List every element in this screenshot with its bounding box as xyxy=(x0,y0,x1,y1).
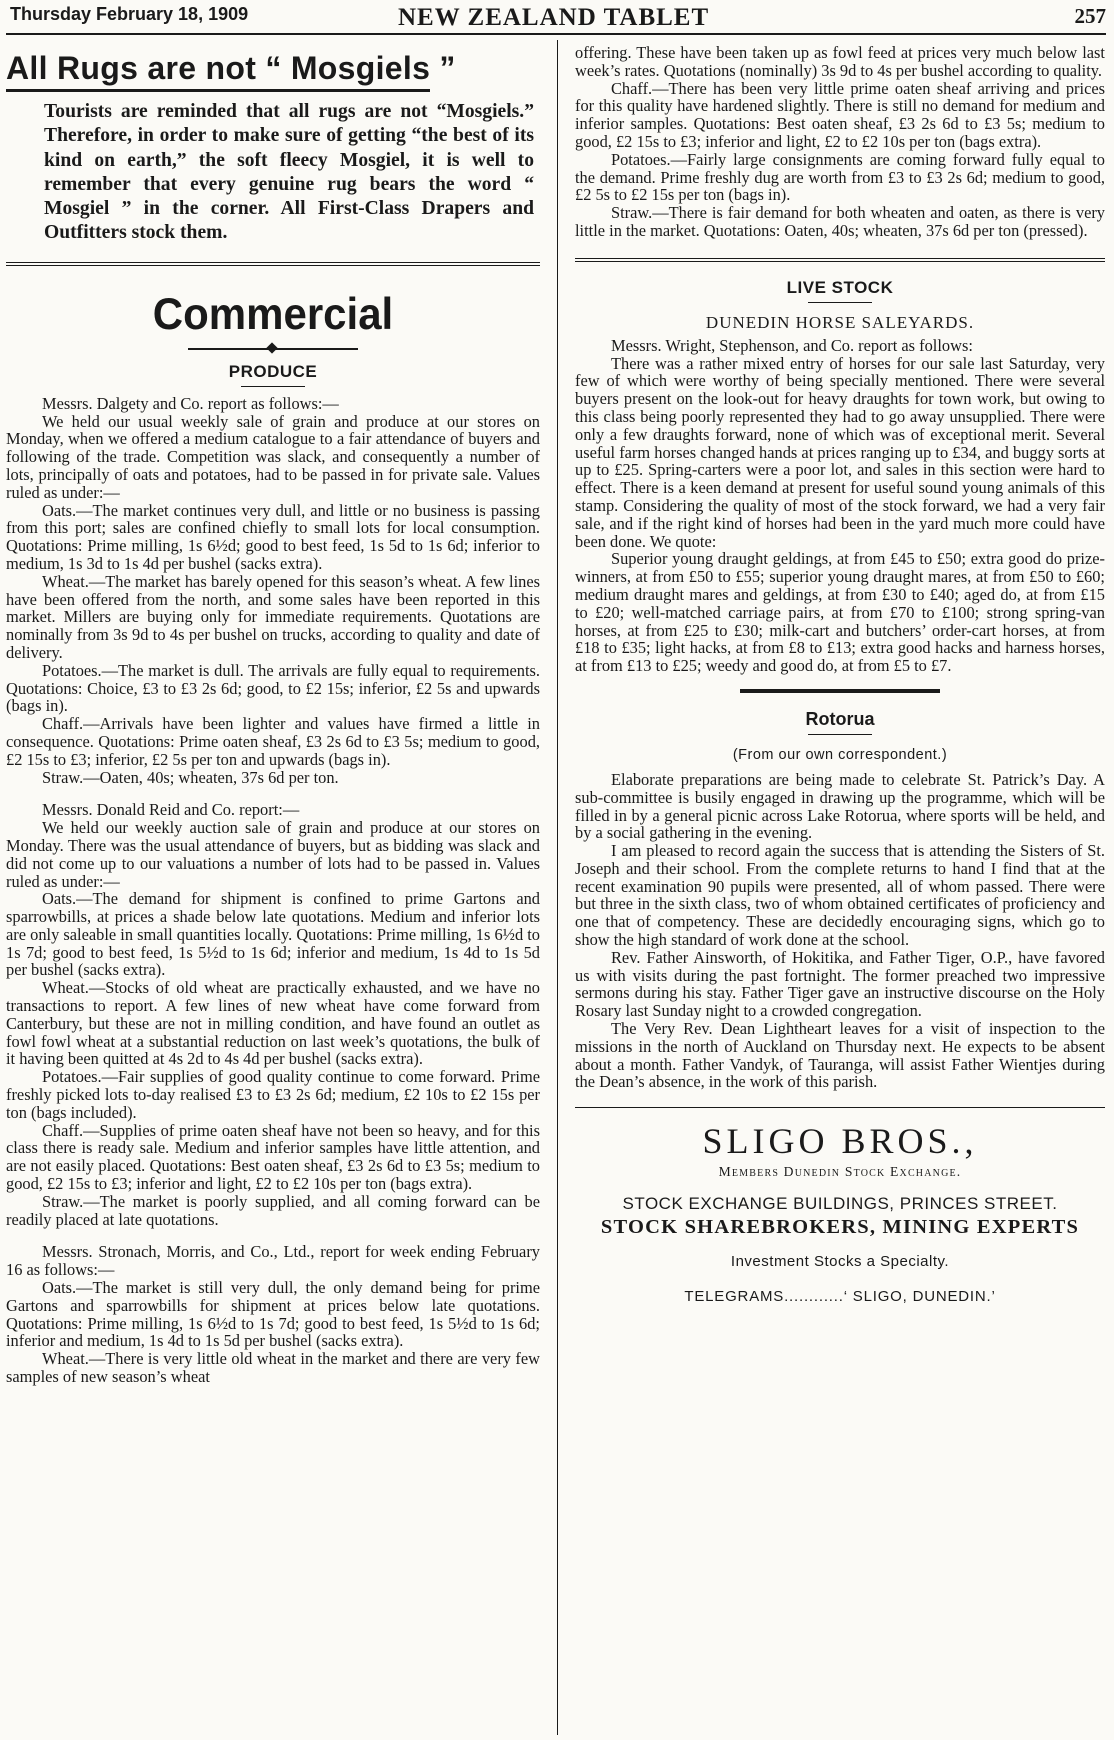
column-divider xyxy=(557,40,558,1735)
report-paragraph: Wheat.—There is very little old wheat in the market and there are very few samples of new season’s wheat xyxy=(6,1349,540,1387)
rotorua-paragraph: I am pleased to record again the success that is attending the Sisters of St. Joseph and their school. From the complete returns to hand I find that at the recent examination 90 pupils were presented, all of whom passed. There were but three in the sixth class, two of whom obtained certificates of proficiency and one that of competency. These are decidedly encouraging signs, which go to show the high standard of work done at the school. xyxy=(575,841,1105,950)
rotorua-paragraph: Elaborate preparations are being made to celebrate St. Patrick’s Day. A sub-committee is busily engaged in drawing up the programme, which will be filled in by a general picnic across Lake Rotorua, where sports will be held, and by a social gathering in the evening. xyxy=(575,769,1105,843)
continued-paragraph: offering. These have been taken up as fowl feed at prices very much below last week’s rates. Quotations (nominally) 3s 9d to 4s per bushel according to quality. xyxy=(575,43,1105,80)
advert-heading: All Rugs are not “ Mosgiels ” xyxy=(6,50,456,86)
rotorua-paragraph: Rev. Father Ainsworth, of Hokitika, and Father Tiger, O.P., have favored us with visits during the past fortnight. The former preached two impressive sermons during his stay. Father Tiger gave an instructive discourse on the Holy Rosary last Sunday night to a crowded congregation. xyxy=(575,947,1105,1021)
advert-body: Tourists are reminded that all rugs are not “Mosgiels.” Therefore, in order to make sure of getting “the best of its kind on earth,” the soft fleecy Mosgiel, it is well to remember that every genuine rug bears the word “ Mosgiel ” in the corner. All First-Class Drapers and Outfitters stock them. xyxy=(44,101,534,244)
report-paragraph: Messrs. Dalgety and Co. report as follows:— xyxy=(42,393,339,413)
newspaper-title: NEW ZEALAND TABLET xyxy=(398,4,710,31)
report-paragraph: Potatoes.—Fair supplies of good quality continue to come forward. Prime freshly picked lots to-day realised £3 to £3 2s 6d; medium, £2 10s to £2 15s per ton (bags included). xyxy=(6,1067,540,1122)
sligo-bros-advert xyxy=(575,1107,1105,1305)
rotorua-paragraph: The Very Rev. Dean Lightheart leaves for a visit of inspection to the missions in the north of Auckland on Thursday next. He expects to be absent about a month. Father Vandyk, of Tauranga, will assist Father Wientjes during the Dean’s absence, in the work of this parish. xyxy=(575,1019,1105,1092)
produce-heading: PRODUCE xyxy=(228,361,318,381)
sligo-address: STOCK EXCHANGE BUILDINGS, PRINCES STREET. xyxy=(622,1194,1058,1214)
spacer xyxy=(6,786,540,801)
horse-saleyards-heading: DUNEDIN HORSE SALEYARDS. xyxy=(705,312,975,332)
section-double-rule xyxy=(6,262,540,266)
section-double-rule xyxy=(575,258,1105,262)
live-stock-rule xyxy=(808,302,872,303)
report-paragraph: Oats.—The market is still very dull, the only demand being for prime Gartons and sparrowbills for shipment at prices below late quotations. Quotations: Prime milling, 1s 6½d to 1s 7d; good to best feed, 1s 5½d to 1s 6d; inferior and medium, 1s 4d to 1s 5d per bushel (sacks extra). xyxy=(6,1278,540,1351)
report-paragraph: Straw.—The market is poorly supplied, and all coming forward can be readily placed at late quotations. xyxy=(6,1191,540,1229)
sligo-telegrams: TELEGRAMS............‘ SLIGO, DUNEDIN.’ xyxy=(684,1288,996,1306)
sligo-members: Members Dunedin Stock Exchange. xyxy=(718,1164,962,1180)
report-paragraph: Chaff.—Supplies of prime oaten sheaf have not been so heavy, and for this class there is ready sale. Medium and inferior samples have little attention, and are not easily placed. Quotations: Best oaten sheaf, £3 2s 6d to £3 5s; medium to good, £2 15s to £3; inferior and light, £2 to £2 10s per ton (bags extra). xyxy=(6,1120,540,1194)
report-paragraph: Messrs. Donald Reid and Co. report:— xyxy=(42,800,300,820)
ornamental-rule xyxy=(188,348,358,350)
report-paragraph: Straw.—Oaten, 40s; wheaten, 37s 6d per ton. xyxy=(42,767,339,787)
sligo-name: SLIGO BROS., xyxy=(702,1121,978,1162)
report-paragraph: We held our weekly auction sale of grain and produce at our stores on Monday. There was the usual attendance of buyers, but as bidding was slack and did not come up to our valuations a number of lots had to be passed in. Values ruled as under:— xyxy=(6,818,540,891)
live-stock-heading: LIVE STOCK xyxy=(786,277,894,297)
issue-date: Thursday February 18, 1909 xyxy=(10,4,249,24)
continued-paragraph: Straw.—There is fair demand for both wheaten and oaten, as there is very little in the market. Quotations: Oaten, 40s; wheaten, 37s 6d per ton (pressed). xyxy=(575,203,1105,240)
masthead xyxy=(6,2,1106,30)
sligo-specialty: Investment Stocks a Specialty. xyxy=(730,1253,950,1271)
report-paragraph: Messrs. Stronach, Morris, and Co., Ltd., report for week ending February 16 as follows:— xyxy=(6,1242,540,1280)
masthead-rule xyxy=(6,33,1106,35)
correspondent-note: (From our own correspondent.) xyxy=(732,746,948,763)
continued-paragraph: Chaff.—There has been very little prime oaten sheaf arriving and prices for this quality have hardened slightly. There is still no demand for medium and inferior samples. Quotations: Best oaten sheaf, £3 2s 6d to £3 5s; medium to good, £2 15s to £3; inferior and light, £2 to £2 10s per ton (bags extra). xyxy=(575,78,1105,151)
right-column xyxy=(575,44,1105,1305)
horse-paragraph: There was a rather mixed entry of horses for our sale last Saturday, very few of which were worthy of being specially mentioned. There were several buyers present on the look-out for heavy draughts for town work, but owing to this class being poorly represented they had to go away unsupplied. There were only a few draughts forward, none of which was of exceptional merit. Several useful farm horses changed hands at prices ranging up to £34, and buggy sorts at up to £25. Spring-carters were a poor lot, and sales in this section were hard to effect. There is a keen demand at present for useful sound young animals of this stamp. Considering the quality of most of the stock forward, we had a very fair sale, and if the right kind of horses had been in the yard much more could have been done. We quote: xyxy=(575,353,1105,551)
thick-rule xyxy=(740,689,940,693)
produce-rule xyxy=(241,386,305,387)
sligo-business: STOCK SHAREBROKERS, MINING EXPERTS xyxy=(600,1216,1080,1239)
report-paragraph: Potatoes.—The market is dull. The arrivals are fully equal to requirements. Quotations: Choice, £3 to £3 2s 6d; good, to £2 15s; inferior, £2 5s and upwards (bags in). xyxy=(6,660,540,716)
page-number: 257 xyxy=(1074,4,1106,28)
report-paragraph: Oats.—The market continues very dull, and little or no business is passing from this port; sales are confined chiefly to small lots for local consumption. Quotations: Prime milling, 1s 6½d; good to best feed, 1s 5d to 1s 6d; inferior to medium, 1s 3d to 1s 4d per bushel (sacks extra). xyxy=(6,500,540,573)
report-paragraph: Chaff.—Arrivals have been lighter and values have firmed a little in consequence. Quotations: Prime oaten sheaf, £3 2s 6d to £3 5s; medium to good, £2 15s to £3; inferior, £2 5s per ton and upwards (bags in). xyxy=(6,714,540,769)
report-paragraph: Wheat.—Stocks of old wheat are practically exhausted, and we have no transactions to report. A few lines of new wheat have come forward from Canterbury, but these are not in milling condition, and have found an outlet as fowl fowl wheat at a substantial reduction on last week’s quotations, the bulk of it having been quitted at 4s 2d to 4s 4d per bushel (sacks extra). xyxy=(6,978,540,1069)
left-column xyxy=(6,44,540,1386)
continued-paragraph: Potatoes.—Fairly large consignments are coming forward fully equal to the demand. Prime freshly dug are worth from £3 to £3 2s 6d; medium to good, £2 5s to £2 15s per ton (bags in). xyxy=(575,149,1105,205)
horse-paragraph: Messrs. Wright, Stephenson, and Co. report as follows: xyxy=(611,335,973,355)
advert-rule xyxy=(6,89,430,92)
rotorua-heading: Rotorua xyxy=(805,708,875,729)
report-paragraph: Oats.—The demand for shipment is confined to prime Gartons and sparrowbills, at prices a shade below late quotations. Medium and inferior lots are only saleable in small quantities locally. Quotations: Prime milling, 1s 6½d to 1s 7d; good to best feed, 1s 5½d to 1s 6d; inferior and medium, 1s 4d to 1s 5d per bushel (sacks extra). xyxy=(6,889,540,980)
rotorua-rule xyxy=(808,734,872,735)
spacer xyxy=(6,1228,540,1243)
diamond-ornament-icon xyxy=(266,342,277,353)
commercial-heading: Commercial xyxy=(152,288,394,339)
report-paragraph: Wheat.—The market has barely opened for this season’s wheat. A few lines have been offered from the north, and some sales have been reported in this market. Millers are buying only for immediate requirements. Quotations are nominally from 3s 9d to 4s per bushel on trucks, according to quality and date of delivery. xyxy=(6,571,540,662)
report-paragraph: We held our usual weekly sale of grain and produce at our stores on Monday, when we offered a medium catalogue to a fair attendance of buyers and following of the trade. Competition was slack, and consequently a number of lots, principally of oats and potatoes, had to be passed in for private sale. Values ruled as under:— xyxy=(6,411,540,502)
horse-paragraph: Superior young draught geldings, at from £45 to £50; extra good do prize-winners, at from £50 to £55; superior young draught mares, at from £50 to £60; medium draught mares and geldings, at from £30 to £40; aged do, at from £15 to £20; well-matched carriage pairs, at from £70 to £100; strong spring-van horses, at from £25 to £30; milk-cart and butchers’ order-cart horses, at from £18 to £35; light hacks, at from £8 to £13; extra good hacks and harness horses, at from £13 to £25; weedy and good do, at from £5 to £7. xyxy=(575,549,1105,676)
